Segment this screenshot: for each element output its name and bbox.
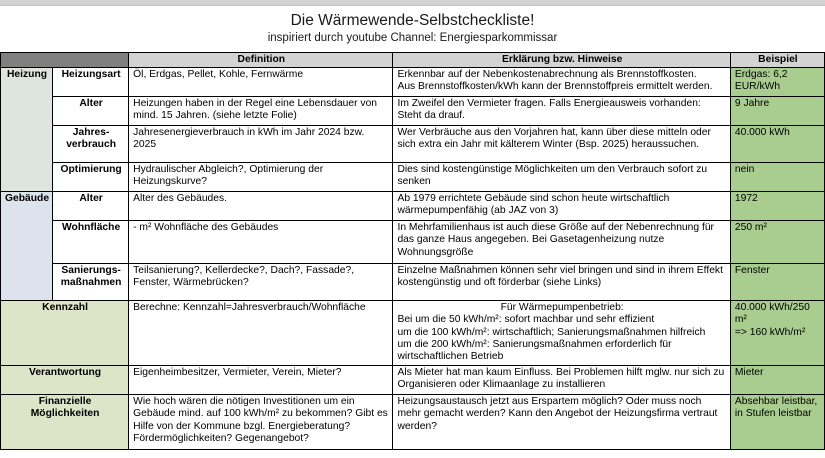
row-definition: Alter des Gebäudes. xyxy=(129,192,393,221)
row-example: Absehbar leistbar, in Stufen leistbar xyxy=(730,395,824,450)
row-sub-label: Wohnfläche xyxy=(53,221,129,264)
row-definition: Öl, Erdgas, Pellet, Kohle, Fernwärme xyxy=(129,68,393,97)
row-definition: Teilsanierung?, Kellerdecke?, Dach?, Fassade?, Fenster, Wärmebrücken? xyxy=(129,264,393,301)
row-explanation: Wer Verbräuche aus den Vorjahren hat, kann über diese mitteln oder sich extra ein Jahr mit kälterem Winter (Bsp. 2025) heraussuchen. xyxy=(393,126,730,163)
table-row xyxy=(1,97,825,126)
row-example: nein xyxy=(730,163,824,192)
row-example: Mieter xyxy=(730,366,824,395)
row-explanation: In Mehrfamilienhaus ist auch diese Größe auf der Nebenrechnung für das ganze Haus angegeben. Bei Gasetagenheizung nutze Wohnungsgröße xyxy=(393,221,730,264)
row-sub-label: Alter xyxy=(53,192,129,221)
table-row xyxy=(1,192,825,221)
row-example: Erdgas: 6,2 EUR/kWh xyxy=(730,68,824,97)
group-label-verantwortung: Verantwortung xyxy=(1,366,129,395)
row-sub-label: Heizungsart xyxy=(53,68,129,97)
row-example: 1972 xyxy=(730,192,824,221)
table-row xyxy=(1,366,825,395)
row-sub-label: Optimierung xyxy=(53,163,129,192)
row-example: 9 Jahre xyxy=(730,97,824,126)
row-sub-label: Alter xyxy=(53,97,129,126)
row-sub-label: Sanierungs- maßnahmen xyxy=(53,264,129,301)
group-label-gebaeude: Gebäude xyxy=(1,192,53,301)
row-definition: Wie hoch wären die nötigen Investitionen um ein Gebäude mind. auf 100 kWh/m² zu bekommen? Gibt es Hilfe von der Kommune bzgl. Energieberatung? Fördermöglichkeiten? Gegenangebot? xyxy=(129,395,393,450)
row-definition: Eigenheimbesitzer, Vermieter, Verein, Mieter? xyxy=(129,366,393,395)
group-label-finanzielle-moeglichkeiten: Finanzielle Möglichkeiten xyxy=(1,395,129,450)
row-definition: Hydraulischer Abgleich?, Optimierung der Heizungskurve? xyxy=(129,163,393,192)
row-definition: Jahresenergieverbrauch in kWh im Jahr 2024 bzw. 2025 xyxy=(129,126,393,163)
table-row xyxy=(1,221,825,264)
group-label-heizung: Heizung xyxy=(1,68,53,192)
row-example: 250 m² xyxy=(730,221,824,264)
page-subtitle: inspiriert durch youtube Channel: Energiesparkommissar xyxy=(267,32,558,44)
row-sub-label: Jahres- verbrauch xyxy=(53,126,129,163)
checklist-table xyxy=(0,52,825,450)
table-row xyxy=(1,264,825,301)
row-explanation-headline: Für Wärmepumpenbetrieb: xyxy=(500,302,624,314)
table-row xyxy=(1,395,825,450)
title-block xyxy=(0,6,825,46)
row-explanation-body: Bei um die 50 kWh/m²: sofort machbar und sehr effizient um die 100 kWh/m²: wirtschaftlich; Sanierungsmaßnahmen hilfreich um die 200 kWh/m²: Sanierungsmaßnahmen erforderlich für wirtschaftlichen Betrieb xyxy=(397,314,706,363)
row-explanation: Als Mieter hat man kaum Einfluss. Bei Problemen hilft mglw. nur sich zu Organisieren oder Klimaanlage zu installieren xyxy=(393,366,730,395)
row-example: Fenster xyxy=(730,264,824,301)
table-row xyxy=(1,126,825,163)
table-row xyxy=(1,163,825,192)
row-example: 40.000 kWh/250 m² => 160 kWh/m² xyxy=(730,301,824,366)
header-example: Beispiel xyxy=(730,53,824,68)
group-label-kennzahl: Kennzahl xyxy=(1,301,129,366)
table-header-row xyxy=(1,53,825,68)
row-definition: Heizungen haben in der Regel eine Lebensdauer von mind. 15 Jahren. (siehe letzte Folie) xyxy=(129,97,393,126)
header-definition: Definition xyxy=(129,53,393,68)
row-explanation xyxy=(393,301,730,366)
row-explanation: Ab 1979 errichtete Gebäude sind schon heute wirtschaftlich wärmepumpenfähig (ab JAZ von 3) xyxy=(393,192,730,221)
row-explanation: Heizungsaustausch jetzt aus Erspartem möglich? Oder muss noch mehr gemacht werden? Kann den Angebot der Heizungsfirma vertraut werden? xyxy=(393,395,730,450)
table-row xyxy=(1,301,825,366)
row-definition: Berechne: Kennzahl=Jahresverbrauch/Wohnfläche xyxy=(129,301,393,366)
header-corner-blank xyxy=(1,53,129,68)
row-explanation: Einzelne Maßnahmen können sehr viel bringen und sind in ihrem Effekt kostengünstig und oft förderbar (siehe Links) xyxy=(393,264,730,301)
header-explanation: Erklärung bzw. Hinweise xyxy=(393,53,730,68)
row-definition: - m² Wohnfläche des Gebäudes xyxy=(129,221,393,264)
table-row xyxy=(1,68,825,97)
page-title: Die Wärmewende-Selbstcheckliste! xyxy=(290,12,535,29)
row-explanation: Im Zweifel den Vermieter fragen. Falls Energieausweis vorhanden: Steht da drauf. xyxy=(393,97,730,126)
row-example: 40.000 kWh xyxy=(730,126,824,163)
row-explanation: Erkennbar auf der Nebenkostenabrechnung als Brennstoffkosten. Aus Brennstoffkosten/kWh kann der Brennstoffpreis ermittelt werden. xyxy=(393,68,730,97)
row-explanation: Dies sind kostengünstige Möglichkeiten um den Verbrauch sofort zu senken xyxy=(393,163,730,192)
